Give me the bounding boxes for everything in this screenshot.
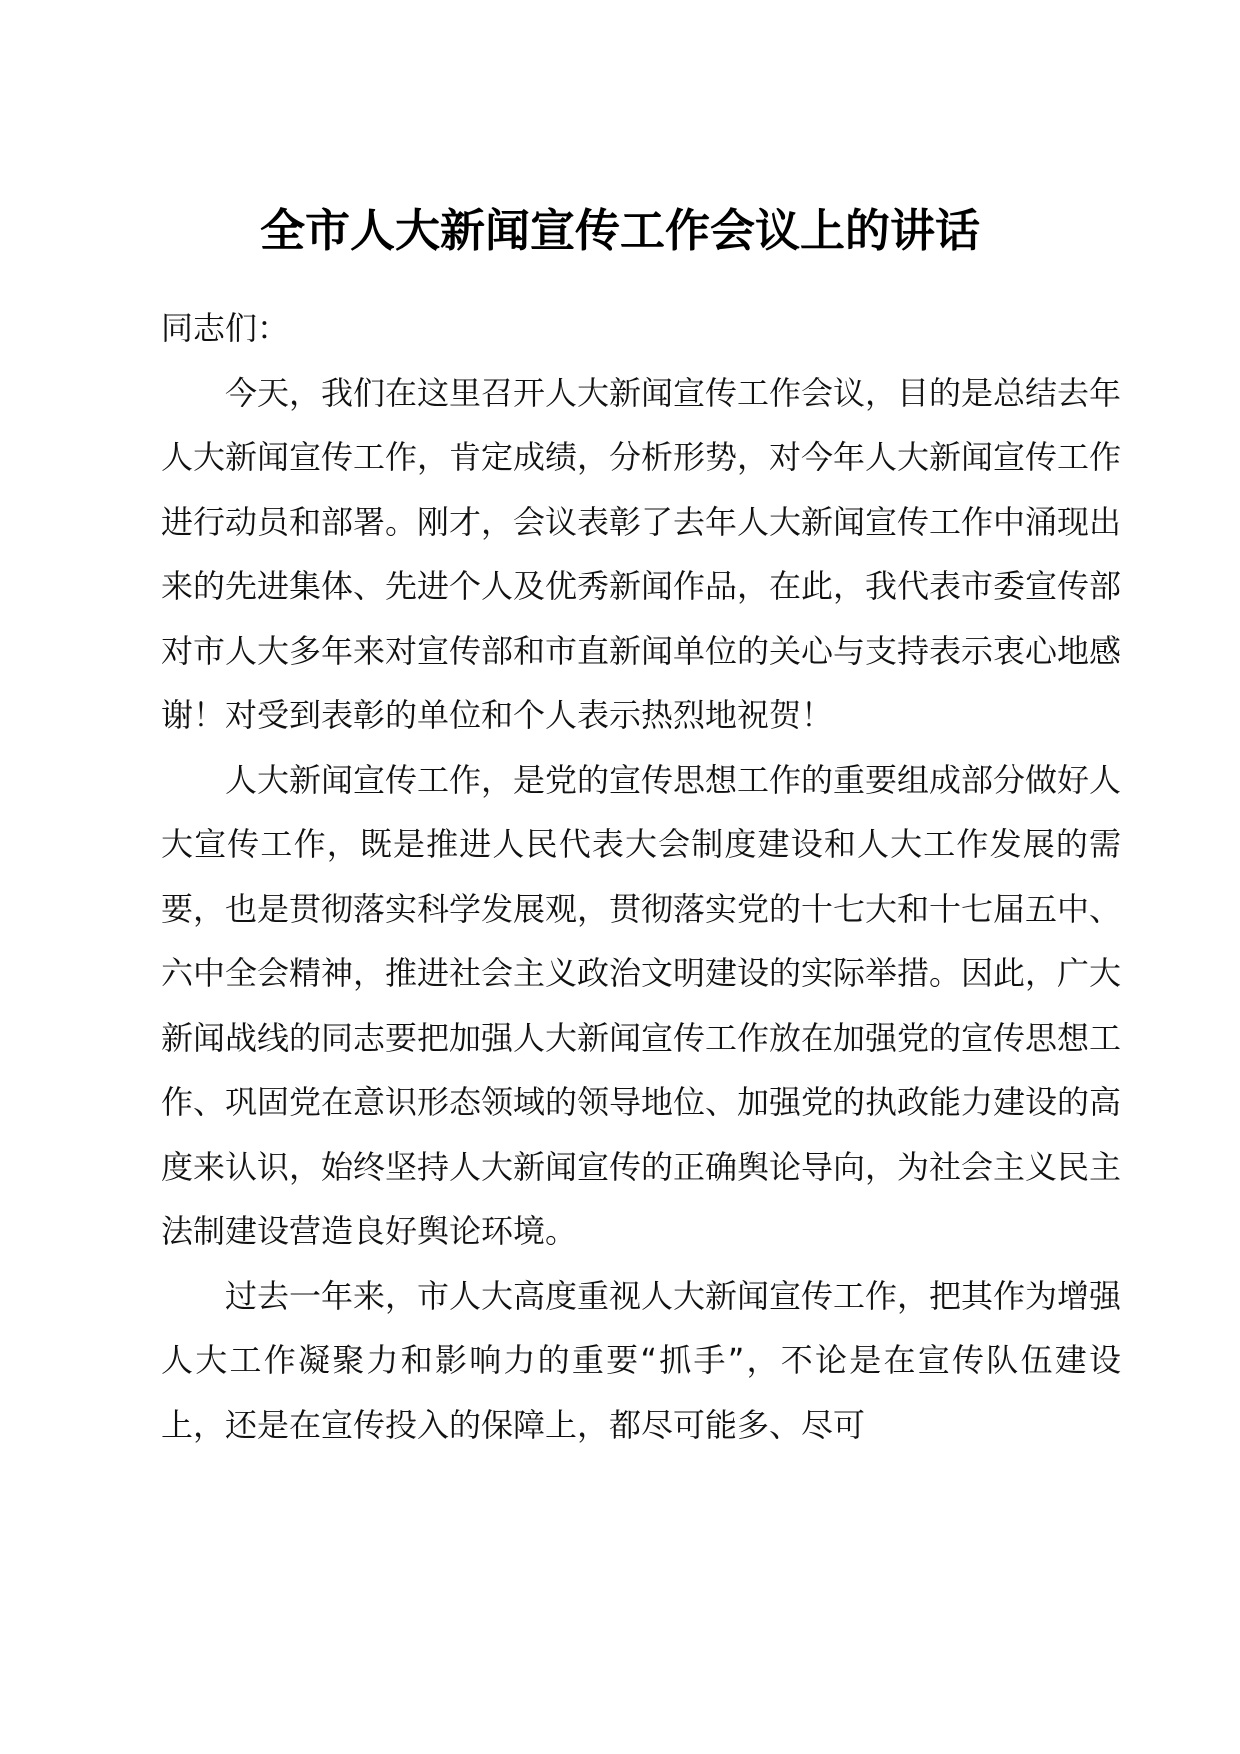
- salutation: 同志们：: [161, 309, 290, 347]
- paragraph-1: 今天，我们在这里召开人大新闻宣传工作会议，目的是总结去年人大新闻宣传工作，肯定成绩，分析形势，对今年人大新闻宣传工作进行动员和部署。刚才，会议表彰了去年人大新闻宣传工作中涌现出来的先进集体、先进个人及优秀新闻作品，在此，我代表市委宣传部对市人大多年来对宣传部和市直新闻单位的关心与支持表示衷心地感谢！对受到表彰的单位和个人表示热烈地祝贺！: [161, 373, 1122, 734]
- paragraph-3: 过去一年来，市人大高度重视人大新闻宣传工作，把其作为增强人大工作凝聚力和影响力的重要“抓手”，不论是在宣传队伍建设上，还是在宣传投入的保障上，都尽可能多、尽可: [161, 1276, 1122, 1444]
- document-title: 全市人大新闻宣传工作会议上的讲话: [259, 204, 980, 257]
- document-body: [161, 296, 1121, 1457]
- paragraph-2: 人大新闻宣传工作，是党的宣传思想工作的重要组成部分做好人大宣传工作，既是推进人民代表大会制度建设和人大工作发展的需要，也是贯彻落实科学发展观，贯彻落实党的十七大和十七届五中、六中全会精神，推进社会主义政治文明建设的实际举措。因此，广大新闻战线的同志要把加强人大新闻宣传工作放在加强党的宣传思想工作、巩固党在意识形态领域的领导地位、加强党的执政能力建设的高度来认识，始终坚持人大新闻宣传的正确舆论导向，为社会主义民主法制建设营造良好舆论环境。: [161, 760, 1122, 1250]
